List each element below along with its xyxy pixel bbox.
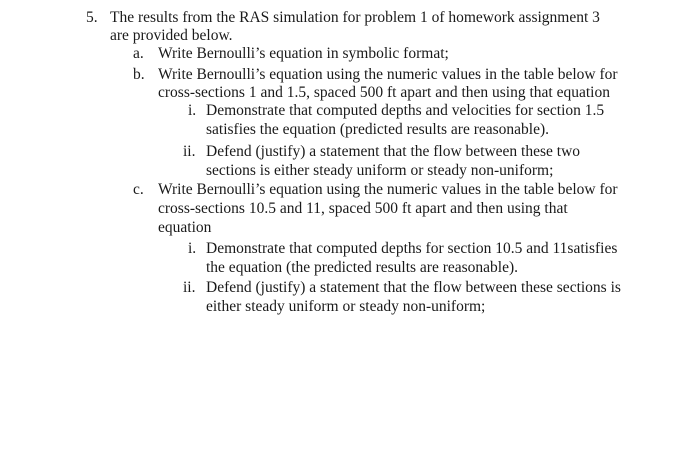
part-c-ii-line-2: either steady uniform or steady non-uniform; [206, 298, 486, 315]
part-c-marker: c. [133, 181, 144, 198]
part-b-line-2: cross-sections 1 and 1.5, spaced 500 ft apart and then using that equation [158, 84, 610, 101]
part-c-i-marker: i. [188, 240, 197, 257]
part-b-ii-line-2: sections is either steady uniform or steady non-uniform; [206, 162, 554, 179]
part-b-i-marker: i. [188, 102, 197, 119]
part-b-i-line-1: Demonstrate that computed depths and velocities for section 1.5 [206, 102, 605, 119]
part-b-line-1: Write Bernoulli’s equation using the numeric values in the table below for [158, 66, 618, 83]
part-a-marker: a. [133, 45, 144, 62]
part-c-line-1: Write Bernoulli’s equation using the numeric values in the table below for [158, 181, 618, 198]
question-number: 5. [86, 9, 98, 26]
intro-line-2: are provided below. [110, 27, 233, 44]
part-c-ii-marker: ii. [183, 279, 196, 296]
part-c-line-2: cross-sections 10.5 and 11, spaced 500 ft apart and then using that [158, 200, 568, 217]
part-c-ii-line-1: Defend (justify) a statement that the flow between these sections is [206, 279, 621, 296]
intro-line-1: The results from the RAS simulation for problem 1 of homework assignment 3 [110, 9, 600, 26]
part-b-marker: b. [133, 66, 145, 83]
part-a-line-1: Write Bernoulli’s equation in symbolic format; [158, 45, 449, 62]
part-b-i-line-2: satisfies the equation (predicted results are reasonable). [206, 121, 550, 138]
part-c-i-line-2: the equation (the predicted results are reasonable). [206, 259, 519, 276]
part-c-i-line-1: Demonstrate that computed depths for section 10.5 and 11satisfies [206, 240, 618, 257]
part-c-line-3: equation [158, 219, 212, 236]
part-b-ii-line-1: Defend (justify) a statement that the flow between these two [206, 143, 581, 160]
part-b-ii-marker: ii. [183, 143, 196, 160]
